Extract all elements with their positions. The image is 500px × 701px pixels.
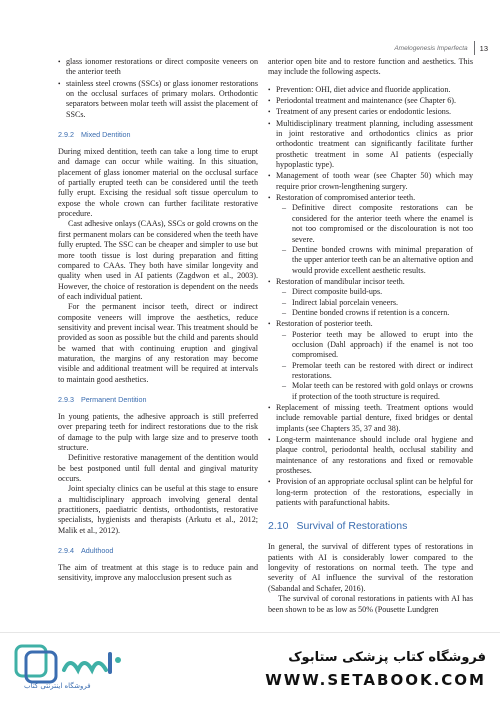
list-item-label: Restoration of mandibular incisor teeth. [276,276,405,286]
paragraph: During mixed dentition, teeth can take a long time to erupt and damage can occur while waiting. In this situation, placement of glass ionomer material on the occlusal surface of partially erupted teeth can be considered until the teeth fully erupt. Excising the residual soft tissue operculum to expose the whole crown can further facilitate restorative procedure. [58,147,258,219]
store-title: فروشگاه کتاب پزشکی ستابوک [288,650,486,665]
right-column [268,57,473,615]
list-item: • Multidisciplinary treatment planning, including assessment in joint restorative and orthodontics clinics as prior orthodontic treatment can significantly facilitate further prosthetic treatment in some AI patients (especially hypoplastic type). [268,119,473,171]
sub-list-item: – Premolar teeth can be restored with direct or indirect restorations. [276,361,473,382]
paragraph: Definitive restorative management of the dentition would be best postponed until full dental and gingival maturity occurs. [58,453,258,484]
paragraph: Joint specialty clinics can be useful at this stage to ensure a multidisciplinary approach involving general dental practitioners, paediatric dentists, orthodontists, restorative specialists, hygienists and therapists (Arkutu et al., 2012; Malik et al., 2012). [58,484,258,535]
list-item: • Replacement of missing teeth. Treatment options would include removable partial denture, fixed bridges or dental implants (see Chapters 35, 37 and 38). [268,403,473,434]
sub-list [276,330,473,402]
list-item: • stainless steel crowns (SSCs) or glass ionomer restorations on the occlusal surfaces of primary molars. Orthodontic separators between molar teeth will assist the placement of SSCs. [58,79,258,120]
page-number: 13 [479,43,488,53]
left-column [58,57,258,584]
paragraph: The survival of coronal restorations in patients with AI has been shown to be as low as 50% (Pousette Lundgren [268,594,473,614]
sub-list [276,287,473,318]
sub-list-item: – Definitive direct composite restorations can be considered for the anterior teeth where the enamel is not too compromised or the discolouration is not too severe. [276,203,473,244]
paragraph: In young patients, the adhesive approach is still preferred over preparing teeth for indirect restorations due to the risk of damage to the pulp with large size and to preserve tooth structure. [58,411,258,452]
treatment-bullet-list [268,85,473,509]
section-title: Permanent Dentition [81,394,147,404]
store-banner [0,632,500,701]
list-item: • Prevention: OHI, diet advice and fluoride application. [268,85,473,95]
list-item-label: Restoration of posterior teeth. [276,319,373,329]
paragraph: For the permanent incisor teeth, direct or indirect composite veneers will improve the aesthetics, reduce sensitivity and prevent incisal wear. This treatment should be provided as soon as possible but the child and parents should be warned that with continuing eruption and gingival maturation, the margins of any restoration may become visible and additional treatment will be required at intervals to maintain good aesthetics. [58,302,258,384]
paragraph: anterior open bite and to restore function and aesthetics. This may include the following aspects. [268,57,473,77]
sub-list-item: – Dentine bonded crowns if retention is a concern. [276,308,473,318]
sub-list-item: – Direct composite build-ups. [276,287,473,297]
list-item-anterior [268,193,473,276]
logo-subtitle: فروشگاه اینترنتی کتاب [24,682,91,690]
sub-list-item: – Molar teeth can be restored with gold onlays or crowns if protection of the tooth structure is required. [276,381,473,402]
paragraph: In general, the survival of different types of restorations in patients with AI is considerably lower compared to the longevity of restorations on normal teeth. The type and severity of AI influence the survival of the restoration (Sabandal and Schafer, 2016). [268,542,473,593]
store-website[interactable]: WWW.SETABOOK.COM [265,671,486,689]
sub-list-item: – Posterior teeth may be allowed to erupt into the occlusion (Dahl approach) if the enamel is not too compromised. [276,330,473,361]
paragraph: Cast adhesive onlays (CAAs), SSCs or gold crowns on the first permanent molars can be considered when the teeth have fully erupted. The SSC can be cheaper and simpler to use but more tooth tissue is lost during preparation and fitting compared to CAAs. They both have similar longevity and quality when used in AI patients (Zagdwon et al., 2003). However, the choice of restoration is dependent on the needs of each individual patient. [58,219,258,301]
list-item: • Periodontal treatment and maintenance (see Chapter 6). [268,96,473,106]
sub-list-item: – Dentine bonded crowns with minimal preparation of the upper anterior teeth can be an alternative option and would provide excellent aesthetic results. [276,245,473,276]
section-title: Adulthood [81,546,114,556]
intro-bullet-list [58,57,258,120]
section-heading-mixed-dentition [58,130,258,140]
list-item: • Management of tooth wear (see Chapter 50) which may require prior crown-lengthening surgery. [268,171,473,192]
section-heading-survival [268,520,473,533]
section-title: Survival of Restorations [296,520,408,533]
section-number: 2.9.3 [58,394,74,404]
setabook-logo [14,640,134,694]
running-head-divider [474,41,475,55]
section-heading-adulthood [58,546,258,556]
running-head-title: Amelogenesis Imperfecta [394,44,468,52]
sub-list-item: – Indirect labial porcelain veneers. [276,298,473,308]
section-number: 2.9.4 [58,546,74,556]
section-number: 2.9.2 [58,130,74,140]
sub-list [276,203,473,275]
list-item-posterior [268,319,473,402]
paragraph: The aim of treatment at this stage is to reduce pain and sensitivity, improve any malocclusion present such as [58,563,258,583]
list-item: • Provision of an appropriate occlusal splint can be helpful for long-term protection of the restorations, especially in patients with parafunctional habits. [268,477,473,508]
running-head [394,41,488,55]
list-item-label: Restoration of compromised anterior teeth. [276,193,416,203]
list-item: • Treatment of any present caries or endodontic lesions. [268,107,473,117]
section-number: 2.10 [268,520,289,533]
list-item-mandibular [268,277,473,318]
list-item: • Long-term maintenance should include oral hygiene and plaque control, periodontal health, occlusal stability and maintenance of any restorations and fixed or removable prostheses. [268,435,473,476]
list-item: • glass ionomer restorations or direct composite veneers on the anterior teeth [58,57,258,78]
section-heading-permanent-dentition [58,395,258,405]
section-title: Mixed Dentition [81,130,131,140]
